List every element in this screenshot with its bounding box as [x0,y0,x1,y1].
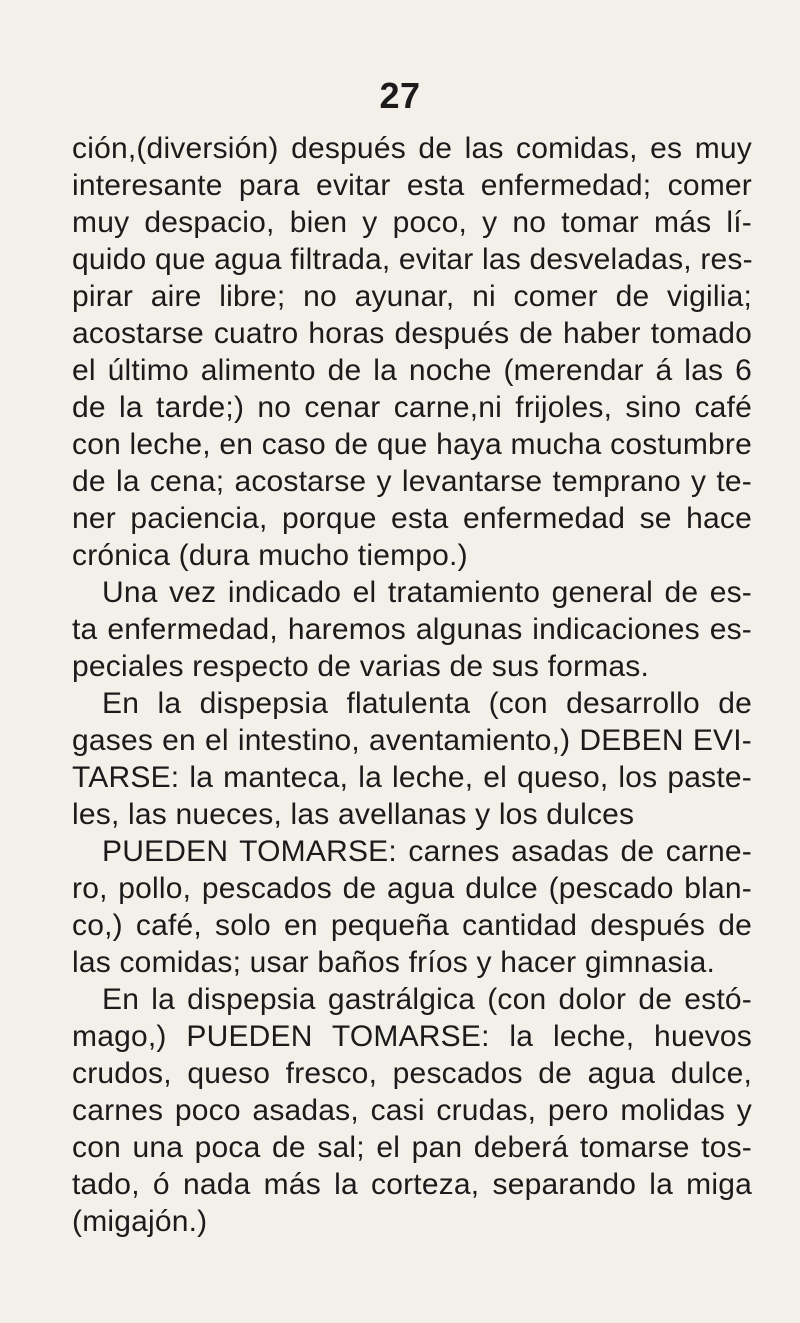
text-line: de la tarde;) no cenar carne,ni frijoles, sino café [72,391,752,424]
text-line: carnes poco asadas, casi crudas, pero molidas y [72,1094,752,1127]
text-line: TARSE: la manteca, la leche, el queso, los paste- [72,761,752,794]
text-line: co,) café, solo en pequeña cantidad después de [72,909,752,942]
text-line: En la dispepsia gastrálgica (con dolor de estó- [102,983,752,1016]
text-line: gases en el intestino, aventamiento,) DEBEN EVI- [72,724,752,757]
text-line: crónica (dura mucho tiempo.) [72,539,468,572]
text-line: mago,) PUEDEN TOMARSE: la leche, huevos [72,1020,752,1053]
text-line: tado, ó nada más la corteza, separando la miga [72,1168,752,1201]
text-line: ción,(diversión) después de las comidas, es muy [72,132,752,165]
text-line: ta enfermedad, haremos algunas indicaciones es- [72,613,752,646]
text-line: ner paciencia, porque esta enfermedad se hace [72,502,752,535]
body-text [72,130,752,1240]
text-line: quido que agua filtrada, evitar las desveladas, res- [72,243,753,276]
text-line: En la dispepsia flatulenta (con desarrollo de [102,687,752,720]
text-line: el último alimento de la noche (merendar á las 6 [72,354,752,387]
page-number: 27 [379,75,421,116]
text-line: pirar aire libre; no ayunar, ni comer de vigilia; [72,280,752,313]
text-line: PUEDEN TOMARSE: carnes asadas de carne- [102,835,752,868]
text-line: las comidas; usar baños fríos y hacer gimnasia. [72,946,716,979]
text-line: (migajón.) [72,1205,208,1238]
text-line: con leche, en caso de que haya mucha costumbre [72,428,752,461]
text-line: de la cena; acostarse y levantarse temprano y te- [72,465,752,498]
text-line: peciales respecto de varias de sus formas. [72,650,650,683]
text-line: interesante para evitar esta enfermedad; comer [72,169,752,202]
text-line: crudos, queso fresco, pescados de agua dulce, [72,1057,752,1090]
text-line: les, las nueces, las avellanas y los dulces [72,798,635,831]
text-line: muy despacio, bien y poco, y no tomar más lí- [72,206,752,239]
text-line: acostarse cuatro horas después de haber tomado [72,317,752,350]
text-line: con una poca de sal; el pan deberá tomarse tos- [72,1131,752,1164]
text-line: Una vez indicado el tratamiento general de es- [102,576,752,609]
text-line: ro, pollo, pescados de agua dulce (pescado blan- [72,872,752,905]
